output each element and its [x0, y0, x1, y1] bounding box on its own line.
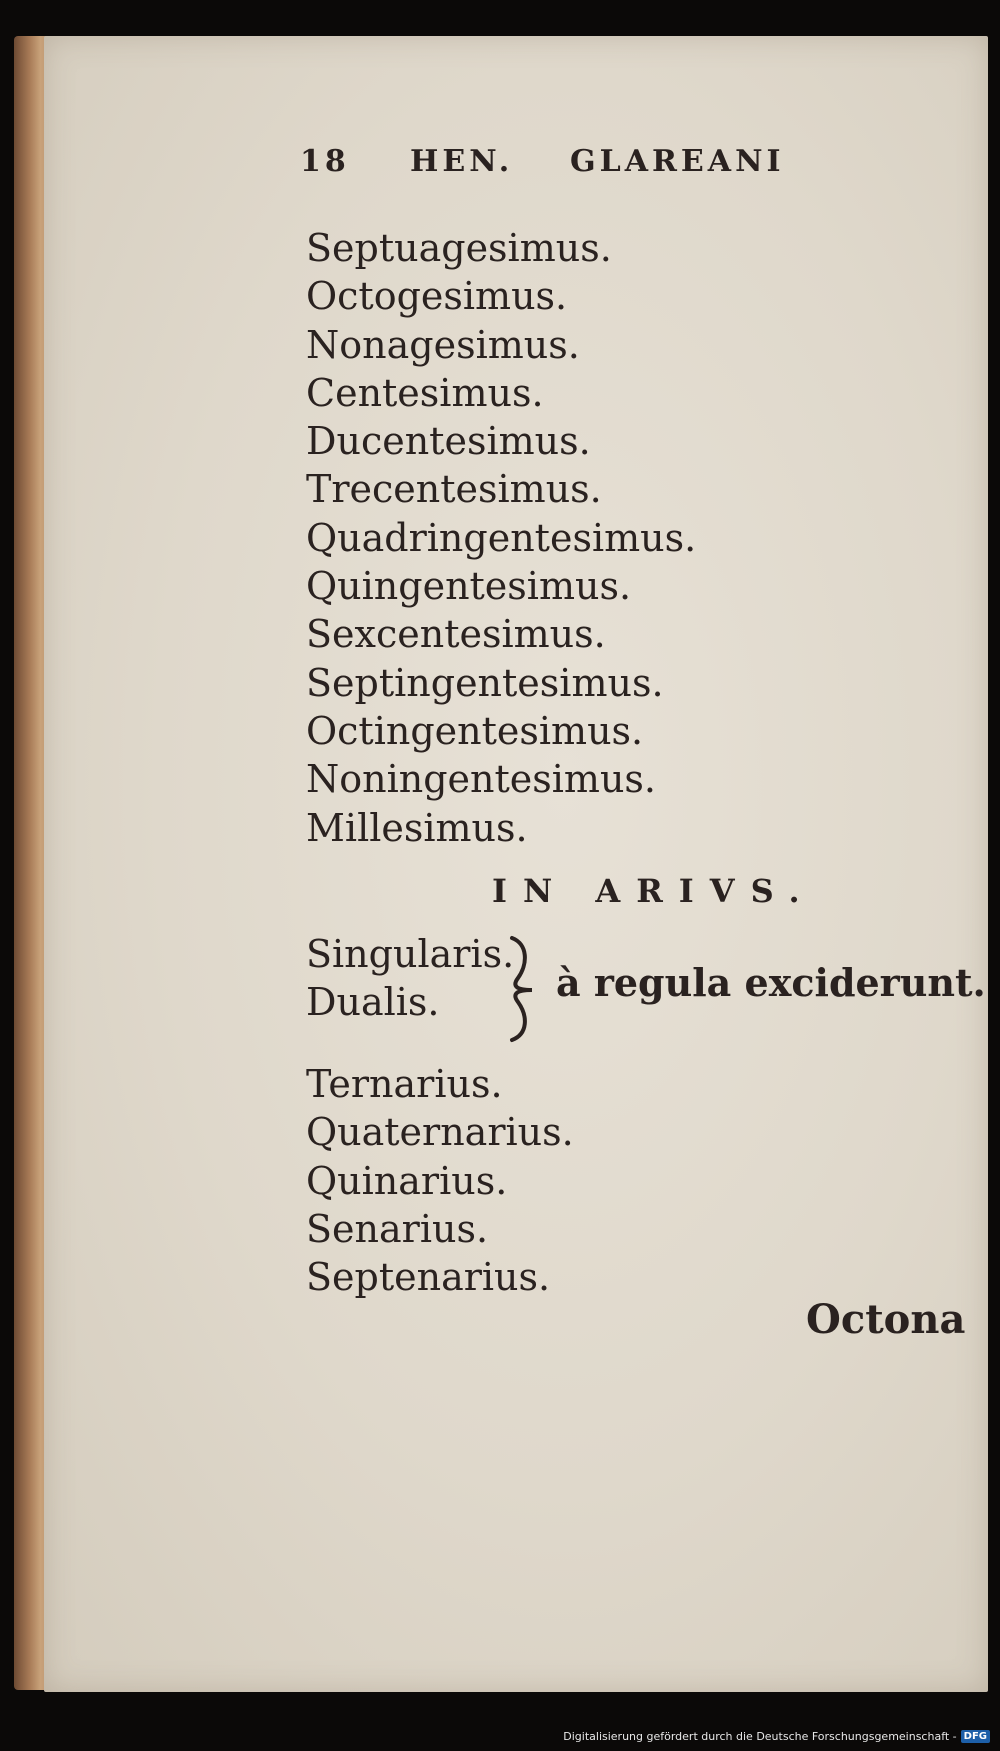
page-content [44, 36, 988, 1692]
list-item: Septenarius. [306, 1255, 551, 1300]
list-item: Nonagesimus. [306, 322, 580, 367]
credit-text: Digitalisierung gefördert durch die Deutsche Forschungsgemeinschaft - [563, 1729, 957, 1743]
list-item: Sexcentesimus. [306, 612, 606, 657]
list-item: Ternarius. [306, 1062, 503, 1106]
list-item: Septuagesimus. [306, 226, 612, 270]
book-page [44, 36, 988, 1692]
running-header [300, 144, 900, 204]
list-item: Ducentesimus. [306, 419, 591, 464]
list-item: Quadringentesimus. [306, 515, 697, 560]
exception-list [306, 930, 514, 1026]
list-item: Octogesimus. [306, 274, 568, 319]
distributive-list [306, 1060, 574, 1301]
exception-note: à regula exciderunt. [556, 960, 986, 1005]
running-head-author-first: HEN. [410, 144, 514, 179]
list-item: Centesimus. [306, 370, 544, 415]
list-item: Dualis. [306, 980, 440, 1024]
page-number: 18 [300, 144, 350, 179]
section-heading: IN ARIVS. [492, 872, 816, 910]
list-item: Millesimus. [306, 805, 528, 850]
list-item: Noningentesimus. [306, 757, 657, 802]
exception-group [306, 930, 986, 1050]
curly-brace-icon [502, 934, 542, 1044]
list-item: Quaternarius. [306, 1110, 574, 1155]
running-head-author-last: GLAREANI [570, 144, 785, 179]
catchword: Octona [806, 1296, 966, 1343]
digitization-credit [563, 1725, 990, 1747]
list-item: Senarius. [306, 1206, 489, 1251]
list-item: Quinarius. [306, 1158, 508, 1203]
list-item: Octingentesimus. [306, 708, 644, 753]
list-item: Quingentesimus. [306, 564, 632, 609]
list-item: Septingentesimus. [306, 660, 664, 705]
list-item: Singularis. [306, 932, 515, 976]
dfg-logo: DFG [961, 1730, 990, 1743]
ordinal-list [306, 224, 696, 852]
list-item: Trecentesimus. [306, 467, 602, 512]
